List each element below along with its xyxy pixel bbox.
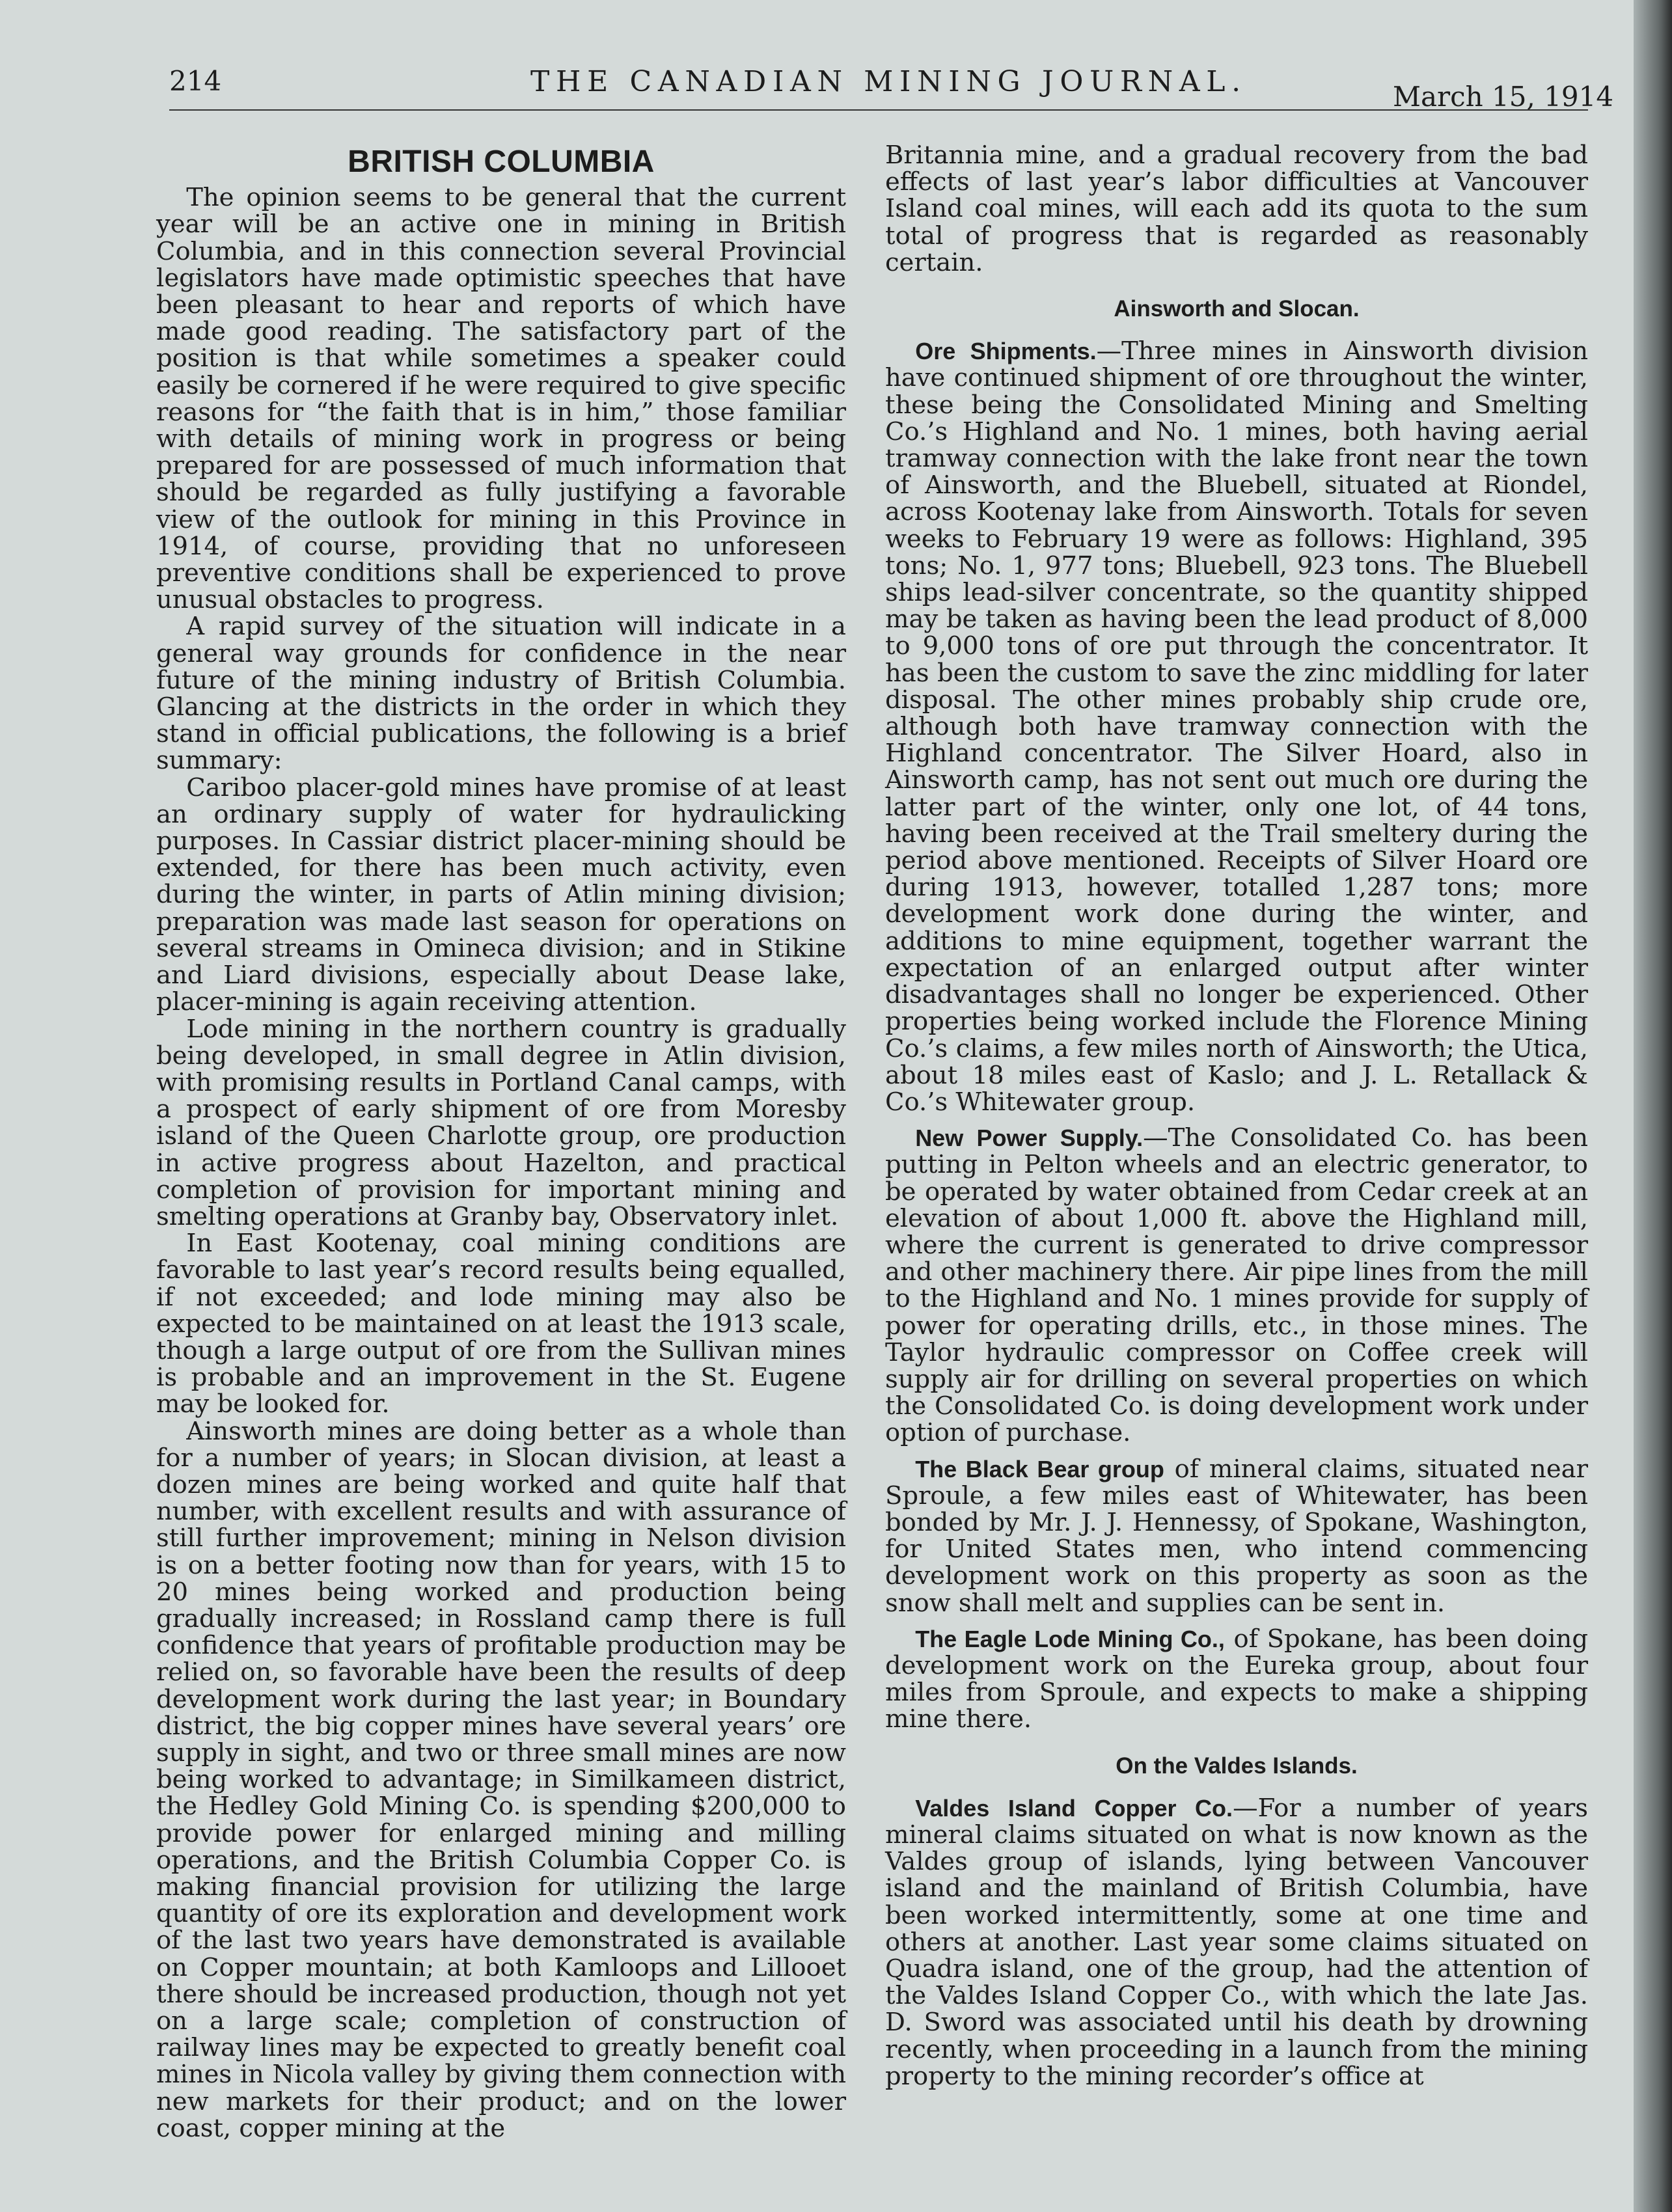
run-in-heading: Ore Shipments. [915,338,1097,365]
left-column [156,130,846,2142]
paragraph: Ainsworth mines are doing better as a whole than for a number of years; in Slocan division, at least a dozen mines are being worked and quite half that number, with excellent results and with assurance of still further improvement; mining in Nelson division is on a better footing now than for years, with 15 to 20 mines being worked and production being gradually increased; in Rossland camp there is full confidence that years of profitable production may be relied on, so favorable have been the results of deep development work during the last year; in Boundary district, the big copper mines have several years’ ore supply in sight, and two or three small mines are now being worked to advantage; in Similkameen district, the Hedley Gold Mining Co. is spending $200,000 to provide power for enlarged mining and milling operations, and the British Columbia Copper Co. is making financial provision for utilizing the large quantity of ore its exploration and development work of the last two years have demonstrated is available on Copper mountain; at both Kamloops and Lillooet there should be increased production, though not yet on a large scale; completion of construction of railway lines may be expected to greatly benefit coal mines in Nicola valley by giving them connection with new markets for their product; and on the lower coast, copper mining at the [156,1416,846,2143]
article-heading: BRITISH COLUMBIA [348,144,655,179]
item-text: —The Consolidated Co. has been putting in Pelton wheels and an electric generator, to be operated by water obtained from Cedar creek at an elevation of about 1,000 ft. above the Highland mill, where the current is generated to drive compressor and other machinery there. Air pipe lines from the mill to the Highland and No. 1 mines provide for supply of power for operating drills, etc., in those mines. The Taylor hydraulic compressor on Coffee creek will supply air for drilling on several properties on which the Consolidated Co. is doing development work under option of purchase. [885,1123,1589,1448]
section-heading-ainsworth: Ainsworth and Slocan. [1114,296,1360,322]
run-in-heading: New Power Supply. [915,1125,1144,1152]
item-text: —Three mines in Ainsworth division have continued shipment of ore throughout the winter, these being the Consolidated Mining and Smelting Co.’s Highland and No. 1 mines, both having aerial tramway connection with the lake front near the town of Ainsworth, and the Bluebell, situated at Riondel, across Kootenay lake from Ainsworth. Totals for seven weeks to February 19 were as follows: Highland, 395 tons; No. 1, 977 tons; Bluebell, 923 tons. The Bluebell ships lead-silver concentrate, so the quantity shipped may be taken as having been the lead product of 8,000 to 9,000 tons of ore put through the concentrator. It has been the custom to save the zinc middling for later disposal. The other mines probably ship crude ore, although both have tramway connection with the Highland concentrator. The Silver Hoard, also in Ainsworth camp, has not sent out much ore during the latter part of the winter, only one lot, of 44 tons, having been received at the Trail smeltery during the period above mentioned. Receipts of Silver Hoard ore during 1913, however, totalled 1,287 tons; more development work done during the winter, and additions to mine equipment, together warrant the expectation of an enlarged output after winter disadvantages shall no longer be experienced. Other properties being worked include the Florence Mining Co.’s claims, a few miles north of Ainsworth; the Utica, about 18 miles east of Kaslo; and J. L. Retallack & Co.’s Whitewater group. [885,336,1588,1117]
item-new-power-supply [885,1125,1588,1446]
paragraph: In East Kootenay, coal mining conditions are favorable to last year’s record results being equalled, if not exceeded; and lode mining may also be expected to be maintained on at least the 1913 scale, though a large output of ore from the Sullivan mines is probable and an improvement in the St. Eugene may be looked for. [156,1229,846,1419]
run-in-heading: The Black Bear group [915,1455,1164,1482]
book-spine-shadow [1634,0,1672,2212]
item-valdes-copper [885,1795,1588,2090]
item-text: —For a number of years mineral claims situated on what is now known as the Valdes group of islands, lying between Vancouver island and the mainland of British Columbia, have been worked intermittently, some at one time and others at another. Last year some claims situated on Quadra island, one of the group, had the attention of the Valdes Island Copper Co., with which the late Jas. D. Sword was associated until his death by drowning recently, when proceeding in a launch from the mining property to the mining recorder’s office at [885,1793,1589,2091]
paragraph: The opinion seems to be general that the current year will be an active one in mining in British Columbia, and in this connection several Provincial legislators have made optimistic speeches that have been pleasant to hear and reports of which have made good reading. The satisfactory part of the position is that while sometimes a speaker could easily be cornered if he were required to give specific reasons for “the faith that is in him,” those familiar with details of mining work in progress or being prepared for are possessed of much information that should be regarded as fully justifying a favorable view of the outlook for mining in this Province in 1914, of course, providing that no unforeseen preventive conditions shall be experienced to prove unusual obstacles to progress. [156,183,846,615]
continued-paragraph: Britannia mine, and a gradual recovery from the bad effects of last year’s labor difficulties at Vancouver Island coal mines, will each add its quota to the sum total of progress that is regarded as reasonably certain. [885,141,1588,277]
paragraph: A rapid survey of the situation will indicate in a general way grounds for confidence in the near future of the mining industry of British Columbia. Glancing at the districts in the order in which they stand in official publications, the following is a brief summary: [156,612,846,776]
issue-date: March 15, 1914 [1393,81,1614,113]
section-heading-valdes: On the Valdes Islands. [1116,1753,1358,1779]
run-in-heading: Valdes Island Copper Co. [915,1794,1233,1822]
item-text: of Spokane, has been doing development work on the Eureka group, about four miles from Sproule, and expects to make a shipping mine there. [885,1624,1588,1734]
paragraph: Lode mining in the northern country is gradually being developed, in small degree in Atlin division, with promising results in Portland Canal camps, with a prospect of early shipment of ore from Moresby island of the Queen Charlotte group, ore production in active progress about Hazelton, and practical completion of provision for important mining and smelting operations at Granby bay, Observatory inlet. [156,1014,846,1231]
journal-title: THE CANADIAN MINING JOURNAL. [530,65,1247,98]
page-number: 214 [169,65,222,97]
item-text: of mineral claims, situated near Sproule, a few miles east of Whitewater, has been bonded by Mr. J. J. Hennessy, of Spokane, Washington, for United States men, who intend commencing development work on this property as soon as the snow shall melt and supplies can be sent in. [885,1454,1588,1618]
item-black-bear-group [885,1456,1588,1617]
item-ore-shipments [885,338,1588,1115]
item-eagle-lode [885,1626,1588,1733]
paragraph: Cariboo placer-gold mines have promise of at least an ordinary supply of water for hydraulicking purposes. In Cassiar district placer-mining should be extended, for there has been much activity, even during the winter, in parts of Atlin mining division; preparation was made last season for operations on several streams in Omineca division; and in Stikine and Liard divisions, especially about Dease lake, placer-mining is again receiving attention. [156,772,846,1017]
header-rule [169,109,1588,111]
right-column [885,142,1588,2090]
run-in-heading: The Eagle Lode Mining Co., [915,1625,1225,1652]
